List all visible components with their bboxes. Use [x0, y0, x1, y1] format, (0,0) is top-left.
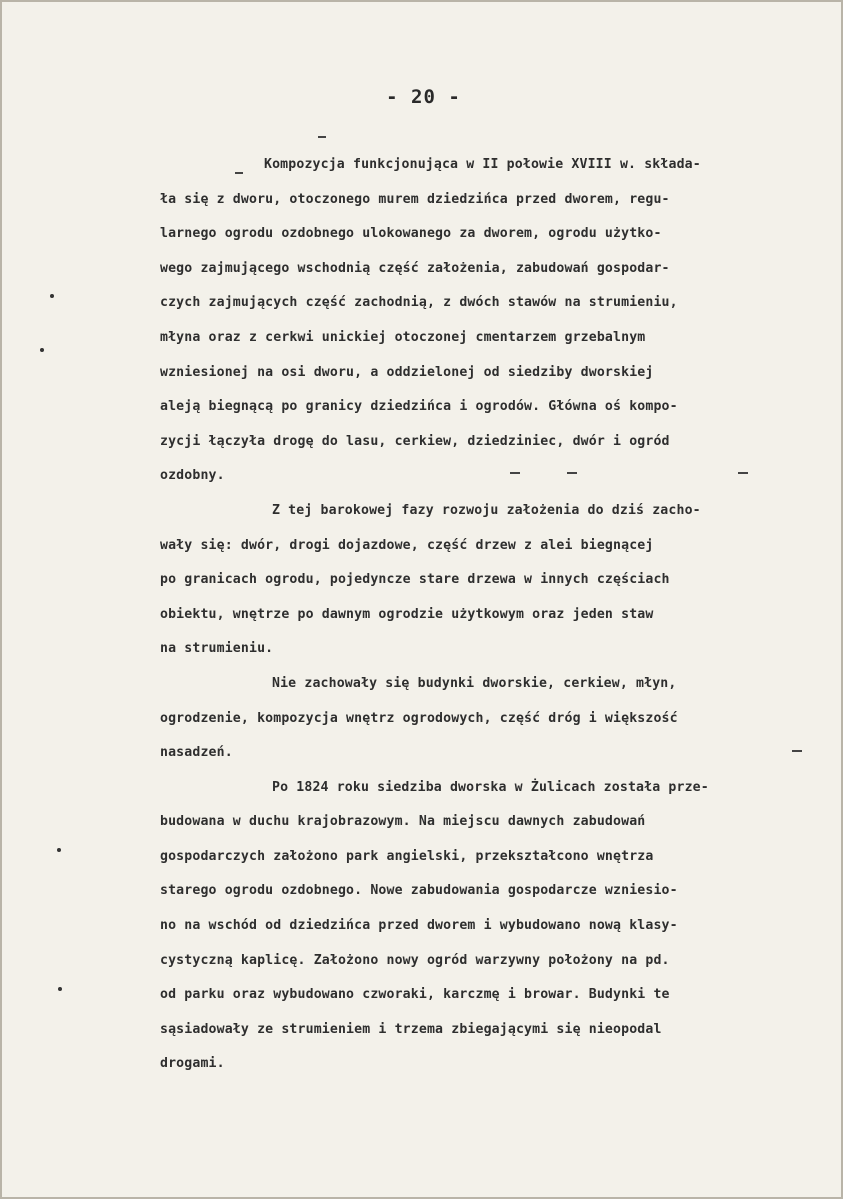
text-line: Kompozycja funkcjonująca w II połowie XVIII w. składa- — [264, 157, 701, 172]
page-number: - 20 - — [386, 86, 461, 108]
text-line: Po 1824 roku siedziba dworska w Żulicach została prze- — [272, 779, 709, 795]
text-line: drogami. — [160, 1056, 225, 1072]
text-line: larnego ogrodu ozdobnego ulokowanego za dworem, ogrodu użytko- — [160, 226, 662, 242]
body-text — [160, 148, 828, 1082]
text-line: zycji łączyła drogę do lasu, cerkiew, dziedziniec, dwór i ogród — [160, 433, 670, 449]
text-line: młyna oraz z cerkwi unickiej otoczonej cmentarzem grzebalnym — [160, 329, 646, 345]
margin-dot — [40, 348, 44, 352]
text-line: Z tej barokowej fazy rozwoju założenia do dziś zacho- — [272, 502, 701, 518]
margin-dot — [57, 848, 61, 852]
text-line: wały się: dwór, drogi dojazdowe, część drzew z alei biegnącej — [160, 537, 654, 553]
text-line: obiektu, wnętrze po dawnym ogrodzie użytkowym oraz jeden staw — [160, 606, 654, 622]
text-line: po granicach ogrodu, pojedyncze stare drzewa w innych częściach — [160, 572, 670, 588]
text-line: ogrodzenie, kompozycja wnętrz ogrodowych, część dróg i większość — [160, 710, 678, 726]
text-line: nasadzeń. — [160, 745, 233, 761]
text-line: na strumieniu. — [160, 641, 274, 657]
correction-mark — [318, 136, 326, 138]
text-line: sąsiadowały ze strumieniem i trzema zbiegającymi się nieopodal — [160, 1021, 662, 1037]
text-line: cystyczną kaplicę. Założono nowy ogród warzywny położony na pd. — [160, 952, 670, 968]
text-line: wego zajmującego wschodnią część założenia, zabudowań gospodar- — [160, 260, 670, 276]
text-line: wzniesionej na osi dworu, a oddzielonej od siedziby dworskiej — [160, 364, 654, 380]
text-line: od parku oraz wybudowano czworaki, karczmę i browar. Budynki te — [160, 987, 670, 1003]
text-line: Nie zachowały się budynki dworskie, cerkiew, młyn, — [272, 675, 677, 691]
text-line: ozdobny. — [160, 468, 225, 484]
text-line: gospodarczych założono park angielski, przekształcono wnętrza — [160, 848, 654, 864]
text-line: no na wschód od dziedzińca przed dworem i wybudowano nową klasy- — [160, 918, 678, 934]
text-line: starego ogrodu ozdobnego. Nowe zabudowania gospodarcze wzniesio- — [160, 883, 678, 899]
text-line: czych zajmujących część zachodnią, z dwóch stawów na strumieniu, — [160, 295, 678, 311]
text-line: aleją biegnącą po granicy dziedzińca i ogrodów. Główna oś kompo- — [160, 399, 678, 415]
text-line: budowana w duchu krajobrazowym. Na miejscu dawnych zabudowań — [160, 814, 646, 830]
margin-dot — [50, 294, 54, 298]
text-line: ła się z dworu, otoczonego murem dziedzińca przed dworem, regu- — [160, 191, 670, 207]
margin-dot — [58, 987, 62, 991]
